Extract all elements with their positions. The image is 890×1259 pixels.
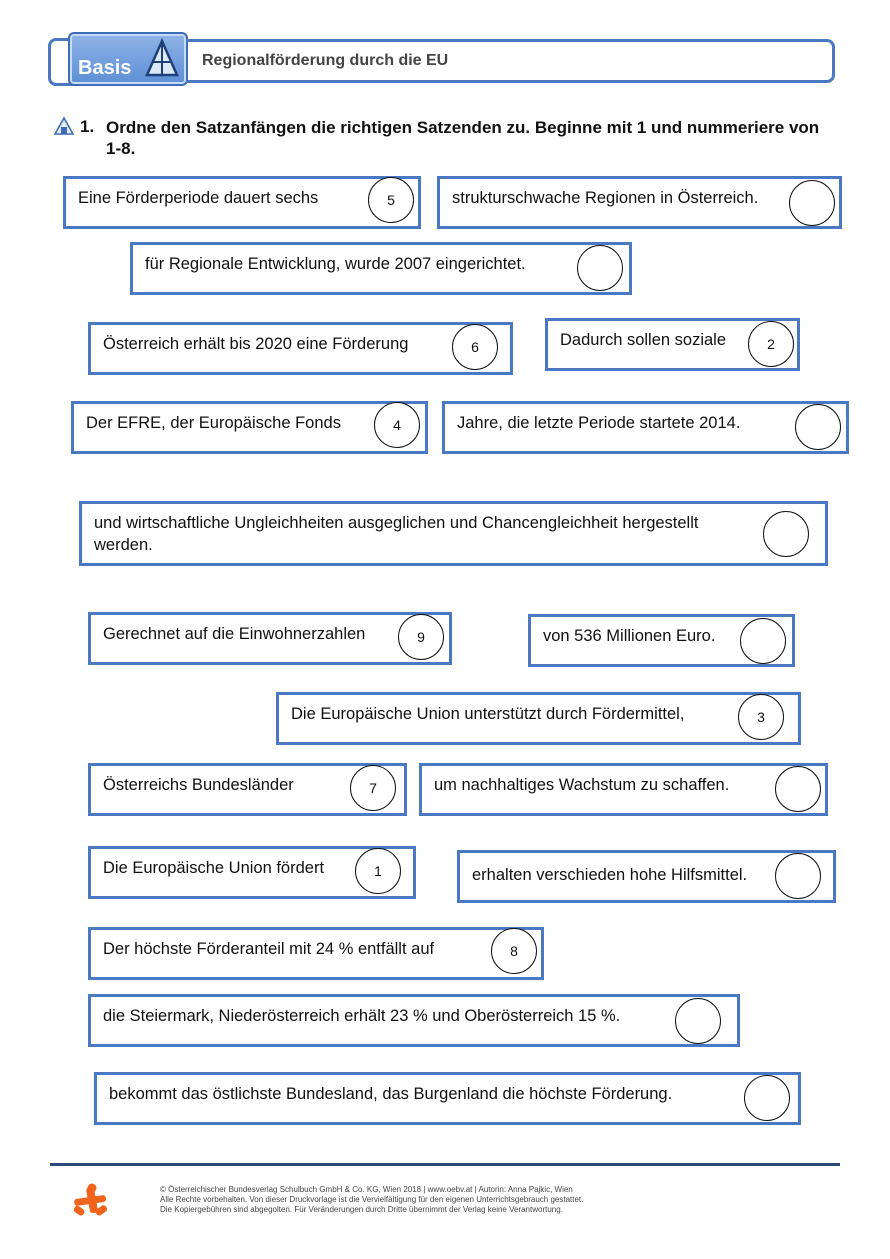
sentence-box xyxy=(88,927,544,980)
sentence-text: für Regionale Entwicklung, wurde 2007 eingerichtet. xyxy=(145,255,526,273)
logo-label: Basis xyxy=(78,57,132,79)
page-title: Regionalförderung durch die EU xyxy=(202,52,449,69)
sentence-text: Dadurch sollen soziale xyxy=(560,331,727,349)
sentence-box xyxy=(130,242,632,295)
sentence-text: und wirtschaftliche Ungleichheiten ausgeglichen und Chancengleichheit hergestellt werden. xyxy=(94,514,699,554)
footer-divider xyxy=(50,1163,840,1166)
number-circle[interactable]: 6 xyxy=(452,324,498,370)
sentence-text: erhalten verschieden hohe Hilfsmittel. xyxy=(472,866,748,884)
sentence-text: Der EFRE, der Europäische Fonds xyxy=(86,414,341,432)
sentence-box xyxy=(419,763,828,816)
sentence-text: um nachhaltiges Wachstum zu schaffen. xyxy=(434,776,730,794)
number-circle[interactable]: 2 xyxy=(748,321,794,367)
number-circle[interactable]: 1 xyxy=(355,848,401,894)
sentence-text: Eine Förderperiode dauert sechs xyxy=(78,189,319,207)
sentence-text: von 536 Millionen Euro. xyxy=(543,627,716,645)
task-instruction: Ordne den Satzanfängen die richtigen Satzenden zu. Beginne mit 1 und nummeriere von 1-8. xyxy=(106,118,820,158)
number-circle[interactable] xyxy=(744,1075,790,1121)
header-title-bar xyxy=(186,39,835,83)
logo-triangle-icon xyxy=(144,38,180,78)
number-circle[interactable]: 4 xyxy=(374,402,420,448)
sentence-box xyxy=(437,176,842,229)
sentence-box xyxy=(442,401,849,454)
number-circle[interactable] xyxy=(775,766,821,812)
basis-triangle-icon xyxy=(54,117,74,135)
number-circle[interactable]: 3 xyxy=(738,694,784,740)
sentence-text: Der höchste Förderanteil mit 24 % entfällt auf xyxy=(103,940,435,958)
basis-logo xyxy=(68,32,188,86)
sentence-box xyxy=(88,322,513,375)
sentence-text: Die Europäische Union fördert xyxy=(103,859,325,877)
number-circle[interactable] xyxy=(740,618,786,664)
sentence-box xyxy=(79,501,828,566)
number-circle[interactable]: 5 xyxy=(368,177,414,223)
sentence-box xyxy=(94,1072,801,1125)
sentence-box xyxy=(88,994,740,1047)
number-circle[interactable] xyxy=(789,180,835,226)
number-circle[interactable] xyxy=(763,511,809,557)
number-circle[interactable] xyxy=(577,245,623,291)
sentence-text: Jahre, die letzte Periode startete 2014. xyxy=(457,414,741,432)
number-circle[interactable]: 9 xyxy=(398,614,444,660)
number-circle[interactable]: 8 xyxy=(491,928,537,974)
sentence-box xyxy=(276,692,801,745)
sentence-text: Gerechnet auf die Einwohnerzahlen xyxy=(103,625,366,643)
footer-line-3: Die Kopiergebühren sind abgegolten. Für Veränderungen durch Dritte übernimmt der Verlag keine Verantwortung. xyxy=(160,1205,563,1214)
task-number: 1. xyxy=(80,117,95,136)
footer-copyright xyxy=(160,1185,583,1215)
number-circle[interactable] xyxy=(675,998,721,1044)
number-circle[interactable] xyxy=(775,853,821,899)
sentence-text: Die Europäische Union unterstützt durch Fördermittel, xyxy=(291,705,685,723)
footer-line-1: © Österreichischer Bundesverlag Schulbuch GmbH & Co. KG, Wien 2018 | www.oebv.at | Autorin: Anna Pajkic, Wien xyxy=(160,1185,573,1194)
footer-line-2: Alle Rechte vorbehalten. Von dieser Druckvorlage ist die Vervielfältigung für den eigenen Unterrichtsgebrauch gestattet. xyxy=(160,1195,584,1204)
sentence-text: Österreich erhält bis 2020 eine Förderung xyxy=(103,335,409,353)
number-circle[interactable] xyxy=(795,404,841,450)
publisher-star-icon xyxy=(70,1183,110,1221)
sentence-text: strukturschwache Regionen in Österreich. xyxy=(452,189,759,207)
sentence-text: Österreichs Bundesländer xyxy=(103,776,294,794)
number-circle[interactable]: 7 xyxy=(350,765,396,811)
sentence-text: die Steiermark, Niederösterreich erhält 23 % und Oberösterreich 15 %. xyxy=(103,1007,621,1025)
sentence-text: bekommt das östlichste Bundesland, das Burgenland die höchste Förderung. xyxy=(109,1085,673,1103)
